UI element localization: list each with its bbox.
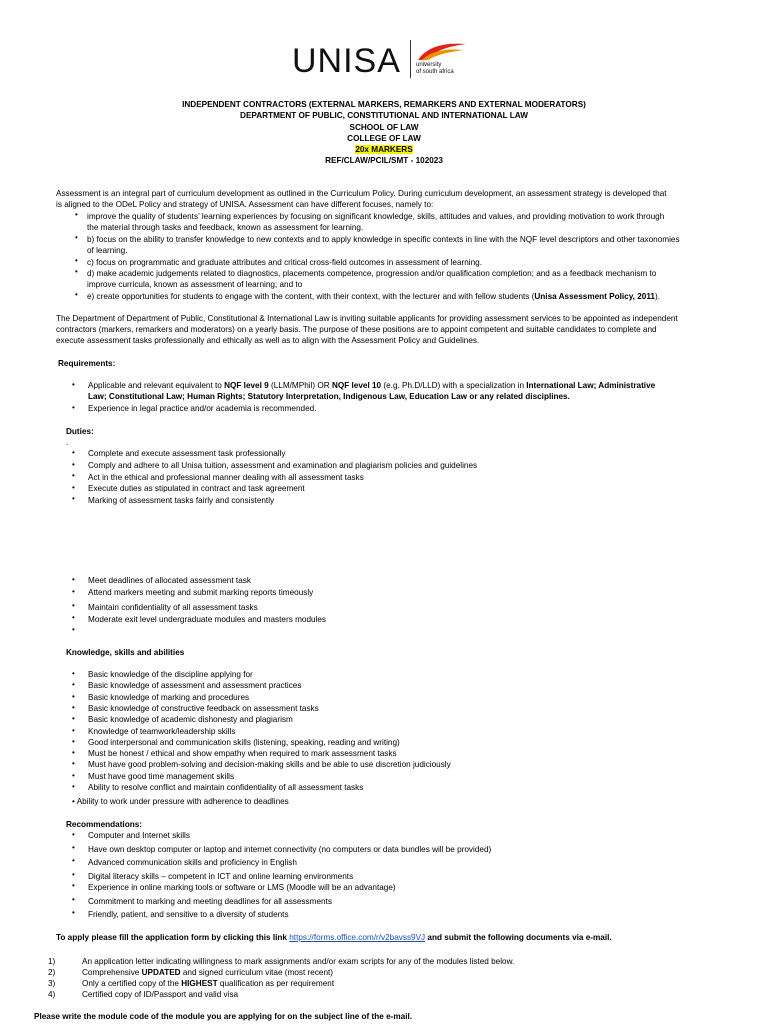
numbered-item-2 (82, 967, 333, 978)
para2-line3: execute assessment tasks professionally and ethically as well as to align with the Assessment Policy and Guidelines. (56, 336, 480, 345)
recommendation-item: Experience in online marking tools or software or LMS (Moodle will be an advantage) (88, 883, 396, 892)
duties-dot: . (66, 438, 69, 447)
policy-citation: Unisa Assessment Policy, 2011 (534, 292, 655, 301)
bullet: • (72, 669, 75, 678)
bullet: • (72, 856, 75, 865)
bullet: • (72, 680, 75, 690)
duty-item: Meet deadlines of allocated assessment task (88, 576, 251, 585)
requirements-heading: Requirements: (58, 359, 116, 368)
bullet: • (72, 843, 75, 852)
header-line3: SCHOOL OF LAW (349, 123, 419, 132)
bullet: • (72, 483, 75, 492)
intro-line1: Assessment is an integral part of curriculum development as outlined in the Curriculum Policy. During curriculum development, an assessment strategy is developed that (56, 189, 667, 198)
numbered-item-3 (82, 978, 334, 989)
duty-item: Marking of assessment tasks fairly and consistently (88, 496, 275, 505)
req1-a: Applicable and relevant equivalent to (88, 381, 225, 390)
duty-item: Comply and adhere to all Unisa tuition, assessment and examination and plagiarism policies and guidelines (88, 461, 478, 470)
req1-e: (e.g. Ph.D/LLD) with a specialization in (381, 381, 527, 390)
bullet: • (72, 770, 75, 780)
logo-divider (410, 40, 411, 78)
duty-item: Moderate exit level undergraduate modules and masters modules (88, 615, 327, 624)
knowledge-item: Basic knowledge of constructive feedback on assessment tasks (88, 703, 319, 713)
bullet: • (75, 233, 78, 242)
num2-b: UPDATED (141, 968, 181, 977)
bullet: • (75, 267, 78, 276)
req1-c: (LLM/MPhil) OR (268, 381, 332, 390)
bullet: • (72, 748, 75, 758)
apply-instructions (56, 932, 612, 943)
intro-bullet-1-cont: the material through tasks and feedback, known as assessment for learning. (87, 223, 364, 232)
knowledge-item: Good interpersonal and communication skills (listening, speaking, reading and writing) (88, 737, 400, 747)
duty-item: Execute duties as stipulated in contract and task agreement (88, 484, 305, 493)
bullet: • (72, 601, 75, 610)
intro-bullet-5-end: ). (654, 292, 660, 301)
apply-text-a: To apply please fill the application form by clicking this link (56, 933, 290, 942)
bullet: • (72, 575, 75, 584)
footer-note: Please write the module code of the module you are applying for on the subject line of the e-mail. (34, 1012, 413, 1021)
header-ref: REF/CLAW/PCIL/SMT - 102023 (325, 156, 443, 165)
bullet: • (72, 908, 75, 917)
num2-a: Comprehensive (82, 968, 142, 977)
num2-c: and signed curriculum vitae (most recent) (180, 968, 334, 977)
duty-item: Complete and execute assessment task professionally (88, 449, 286, 458)
bullet: • (72, 714, 75, 724)
intro-bullet-2-cont: of learning. (87, 246, 128, 255)
intro-line2: is aligned to the ODeL Policy and strategy of UNISA. Assessment can have different focuses, namely to: (56, 200, 434, 209)
recommendation-item: Have own desktop computer or laptop and internet connectivity (no computers or data bundles will be provided) (88, 845, 492, 854)
bullet: • (72, 895, 75, 904)
knowledge-item: Basic knowledge of the discipline applying for (88, 670, 253, 679)
knowledge-item: Must have good problem-solving and decision-making skills and be able to use discretion judiciously (88, 760, 451, 770)
knowledge-item-last: • Ability to work under pressure with adherence to deadlines (72, 797, 289, 806)
bullet: • (72, 870, 75, 879)
intro-bullet-5 (87, 291, 660, 302)
numbered-label-2: 2) (48, 968, 56, 977)
intro-bullet-2: b) focus on the ability to transfer knowledge to new contexts and to apply knowledge in specific contexts in line with the NQF level descriptors and other taxonomies (87, 235, 680, 244)
intro-bullet-3: c) focus on programmatic and graduate attributes and critical cross-field outcomes in assessment of learning. (87, 258, 483, 267)
logo-wordmark: UNISA (292, 42, 401, 80)
requirement-2: Experience in legal practice and/or academia is recommended. (88, 404, 317, 413)
bullet: • (72, 830, 75, 839)
header-markers-highlight: 20x MARKERS (355, 145, 413, 154)
bullet: • (75, 290, 78, 299)
knowledge-heading: Knowledge, skills and abilities (66, 648, 185, 657)
bullet: • (72, 782, 75, 791)
bullet: • (72, 702, 75, 712)
numbered-label-1: 1) (48, 957, 56, 966)
duty-item: Act in the ethical and professional manner dealing with all assessment tasks (88, 473, 364, 482)
header-line1: INDEPENDENT CONTRACTORS (EXTERNAL MARKERS, REMARKERS AND EXTERNAL MODERATORS) (182, 100, 586, 109)
num3-a: Only a certified copy of the (82, 979, 182, 988)
application-form-link[interactable]: https://forms.office.com/r/v2bavss9VJ (289, 933, 426, 942)
recommendations-heading: Recommendations: (66, 820, 142, 829)
bullet: • (72, 587, 75, 596)
intro-bullet-4-cont: improve curricula, known as assessment of learning; and to (87, 280, 303, 289)
intro-bullet-5-text: e) create opportunities for students to engage with the content, with their context, with the lecturer and with fellow students ( (87, 292, 535, 301)
knowledge-item: Knowledge of teamwork/leadership skills (88, 726, 236, 736)
recommendation-item: Commitment to marking and meeting deadlines for all assessments (88, 897, 332, 906)
numbered-label-3: 3) (48, 979, 56, 988)
recommendation-item: Computer and Internet skills (88, 831, 190, 840)
req1-fields: International Law; Administrative (526, 381, 656, 390)
duties-heading: Duties: (66, 427, 94, 436)
bullet: • (72, 460, 75, 469)
apply-text-b: and submit the following documents via e-mail. (425, 933, 612, 942)
knowledge-item: Basic knowledge of assessment and assessment practices (88, 681, 302, 691)
duty-item: Maintain confidentiality of all assessment tasks (88, 603, 258, 612)
logo-sub-line1: university (416, 62, 442, 68)
bullet: • (72, 471, 75, 480)
requirement-1 (88, 380, 655, 391)
bullet: • (72, 448, 75, 457)
header-line4: COLLEGE OF LAW (347, 134, 421, 143)
numbered-item-4: Certified copy of ID/Passport and valid visa (82, 990, 239, 999)
knowledge-item: Ability to resolve conflict and maintain confidentiality of all assessment tasks (88, 783, 364, 792)
bullet: • (72, 725, 75, 735)
logo-subtitle (416, 62, 454, 75)
num3-c: qualification as per requirement (217, 979, 335, 988)
bullet: • (72, 613, 75, 622)
requirement-1-cont: Law; Constitutional Law; Human Rights; Statutory Interpretation, Indigenous Law, Education Law or any related disciplines. (88, 392, 570, 401)
bullet: • (72, 494, 75, 503)
bullet: • (72, 691, 75, 701)
intro-bullet-4: d) make academic judgements related to diagnostics, placements competence, progression and/or qualification completion; and as a feedback mechanism to (87, 269, 657, 278)
logo-flame-icon (416, 40, 468, 62)
num3-b: HIGHEST (181, 979, 218, 988)
bullet: • (72, 736, 75, 746)
req1-nqf9: NQF level 9 (224, 381, 269, 390)
duty-item: Attend markers meeting and submit marking reports timeously (88, 588, 314, 597)
recommendation-item: Advanced communication skills and proficiency in English (88, 858, 297, 867)
logo-sub-line2: of south africa (416, 68, 454, 75)
knowledge-item: Must have good time management skills (88, 771, 235, 781)
numbered-item-1: An application letter indicating willingness to mark assignments and/or exam scripts for any of the modules listed below. (82, 957, 515, 966)
header-line5-wrap (0, 144, 768, 155)
bullet: • (72, 759, 75, 769)
knowledge-item: Basic knowledge of marking and procedures (88, 692, 250, 702)
knowledge-item: Must be honest / ethical and show empathy when required to mark assessment tasks (88, 749, 397, 759)
bullet: • (72, 380, 75, 389)
bullet: • (72, 881, 75, 890)
numbered-label-4: 4) (48, 990, 56, 999)
para2-line2: contractors (markers, remarkers and moderators) on a yearly basis. The purpose of these positions are to appoint competent and suitable candidates to complete and (56, 325, 657, 334)
bullet: • (75, 210, 78, 219)
unisa-logo (292, 38, 472, 82)
bullet: • (72, 403, 75, 412)
header-line2: DEPARTMENT OF PUBLIC, CONSTITUTIONAL AND INTERNATIONAL LAW (240, 111, 528, 120)
bullet: • (75, 256, 78, 265)
recommendation-item: Digital literacy skills – competent in ICT and online learning environments (88, 872, 354, 881)
req1-nqf10: NQF level 10 (331, 381, 382, 390)
bullet: • (72, 625, 75, 634)
recommendation-item: Friendly, patient, and sensitive to a diversity of students (88, 910, 289, 919)
intro-bullet-1: improve the quality of students’ learning experiences by focusing on significant knowledge, skills, attitudes and values, and providing motivation to work through (87, 212, 665, 221)
knowledge-item: Basic knowledge of academic dishonesty and plagiarism (88, 715, 293, 725)
para2-line1: The Department of Department of Public, Constitutional & International Law is inviting suitable applicants for providing assessment services to be appointed as independent (56, 314, 678, 323)
